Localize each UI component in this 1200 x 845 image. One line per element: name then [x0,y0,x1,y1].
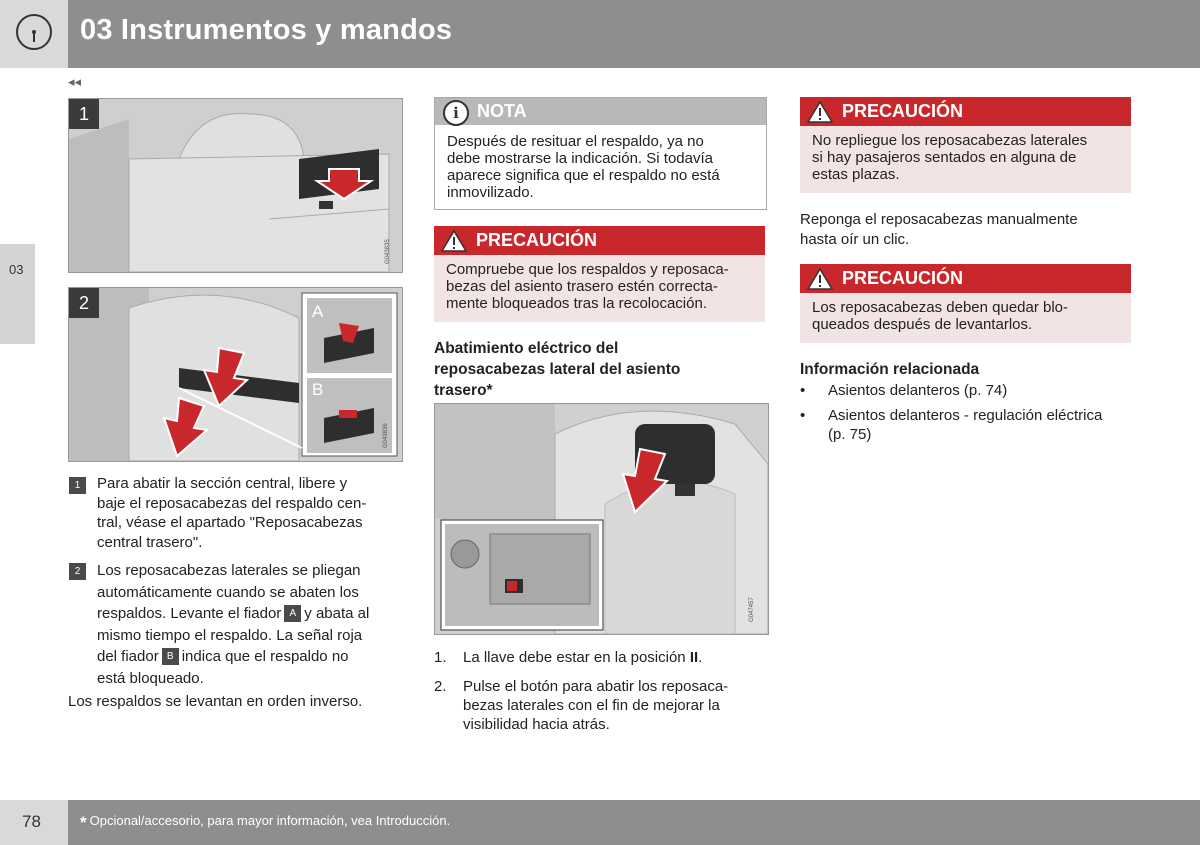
figure-2-code: G043836 [383,423,389,448]
item-2-text [97,560,402,689]
related-item-1[interactable] [800,381,1135,400]
latch-b-badge: B [162,648,179,665]
item-1-line: baje el reposacabezas del respaldo cen- [97,494,367,512]
section-heading [434,338,764,401]
warning-triangle-icon [440,229,468,253]
warning-line: queados después de levantarlos. [812,316,1033,333]
warning-line: bezas del asiento trasero estén correcta- [446,278,718,295]
reposition-paragraph [800,210,1135,249]
gauge-icon-box [0,0,68,68]
item-2-line: está bloqueado. [97,669,204,687]
item-2-line-part: respaldos. Levante el fiador [97,605,282,622]
warning-body [812,299,1068,333]
warning-line: si hay pasajeros sentados en alguna de [812,149,1077,166]
chapter-tab-label: 03 [9,262,24,277]
figure-3-code: G047457 [749,597,755,622]
footer-star: * [80,813,87,832]
footer-note-text: Opcional/accesorio, para mayor información, vea Introducción. [89,813,451,828]
warning-line: Los reposacabezas deben quedar blo- [812,299,1069,316]
heading-line: trasero* [434,382,493,399]
note-box [434,97,767,210]
paragraph-line: hasta oír un clic. [800,230,910,248]
item-2-line: automáticamente cuando se abaten los [97,583,359,601]
info-icon: i [443,100,469,126]
related-link[interactable] [828,406,1135,444]
warning-title: PRECAUCIÓN [842,101,964,121]
warning-triangle-icon [806,267,834,291]
page-number: 78 [22,812,41,831]
warning-body [446,261,729,312]
figure-1-rear-seat [68,98,403,273]
note-title: NOTA [477,101,527,121]
warning-title: PRECAUCIÓN [842,268,964,288]
warning-body [812,132,1087,183]
note-line: aparece significa que el respaldo no está [447,167,720,184]
step-1-bold: II [689,649,699,666]
figure-2-inset-a: A [312,302,324,321]
warning-box-2 [800,97,1131,193]
step-2-line: visibilidad hacia atrás. [463,716,610,733]
warning-line: No repliegue los reposacabezas laterales [812,132,1088,149]
item-2-line [97,646,402,668]
figure-2-illustration [69,288,402,461]
step-2-text [463,677,764,734]
warning-header [800,264,1131,293]
step-1-number: 1. [434,649,447,666]
warning-box-1 [434,226,765,322]
item-1-line: central trasero". [97,533,203,551]
page-number-box [0,800,68,845]
item-1-text [97,474,397,552]
note-line: debe mostrarse la indicación. Si todavía [447,150,713,167]
figure-2-number: 2 [69,288,99,318]
figure-3-illustration [435,404,768,634]
warning-line: estas plazas. [812,166,900,183]
note-header [435,98,766,125]
latch-a-badge: A [284,605,301,622]
item-2-line-part: del fiador [97,648,159,665]
related-heading: Información relacionada [800,361,980,378]
page-title: 03 Instrumentos y mandos [80,14,453,46]
step-2-number: 2. [434,678,447,695]
heading-line: reposacabezas lateral del asiento [434,361,681,378]
figure-3-electric-fold [434,403,769,635]
figure-1-code: G043835 [385,239,391,264]
bullet-icon: • [800,407,806,424]
warning-line: mente bloqueados tras la recolocación. [446,295,707,312]
warning-box-3 [800,264,1131,343]
warning-line: Compruebe que los respaldos y reposaca- [446,261,729,278]
gauge-icon [14,12,54,52]
step-1-text: La llave debe estar en la posición [463,649,686,666]
item-1-badge: 1 [69,477,86,494]
step-2-line: Pulse el botón para abatir los reposaca- [463,678,729,695]
step-1-end: . [698,649,703,666]
item-1-line: Para abatir la sección central, libere y [97,475,348,492]
item-2-line: mismo tiempo el respaldo. La señal roja [97,626,363,644]
note-body [447,133,720,201]
figure-1-illustration [69,99,402,272]
page-header [0,0,1200,68]
item-2-line: Los reposacabezas laterales se pliegan [97,562,361,579]
item-2-line-part: indica que el respaldo no [181,648,349,665]
related-item-2[interactable] [800,406,1135,444]
note-line: inmovilizado. [447,184,534,201]
item-1-line: tral, véase el apartado "Reposacabezas [97,514,363,531]
related-link[interactable]: Asientos delanteros (p. 74) [828,382,1008,399]
note-line: Después de resituar el respaldo, ya no [447,133,704,150]
related-link-line: Asientos delanteros - regulación eléctrica [828,407,1103,424]
bullet-icon: • [800,382,806,399]
heading-line: Abatimiento eléctrico del [434,340,619,357]
figure-2-fold-seats [68,287,403,462]
chapter-tab[interactable] [0,244,35,344]
warning-header [434,226,765,255]
closing-paragraph: Los respaldos se levantan en orden inverso. [68,693,363,710]
back-nav-icon[interactable]: ◂◂ [68,74,82,89]
step-1 [434,648,764,667]
item-2-line-part: y abata al [304,605,370,622]
figure-1-number: 1 [69,99,99,129]
figure-2-inset-b: B [312,380,324,399]
warning-header [800,97,1131,126]
step-2-line: bezas laterales con el fin de mejorar la [463,697,720,714]
related-link-line: (p. 75) [828,426,872,443]
warning-triangle-icon [806,100,834,124]
item-2-badge: 2 [69,563,86,580]
page-footer [0,800,1200,845]
footer-note [80,813,450,833]
step-2 [434,677,764,734]
warning-title: PRECAUCIÓN [476,230,598,250]
item-2-line [97,603,402,625]
paragraph-line: Reponga el reposacabezas manualmente [800,211,1078,228]
